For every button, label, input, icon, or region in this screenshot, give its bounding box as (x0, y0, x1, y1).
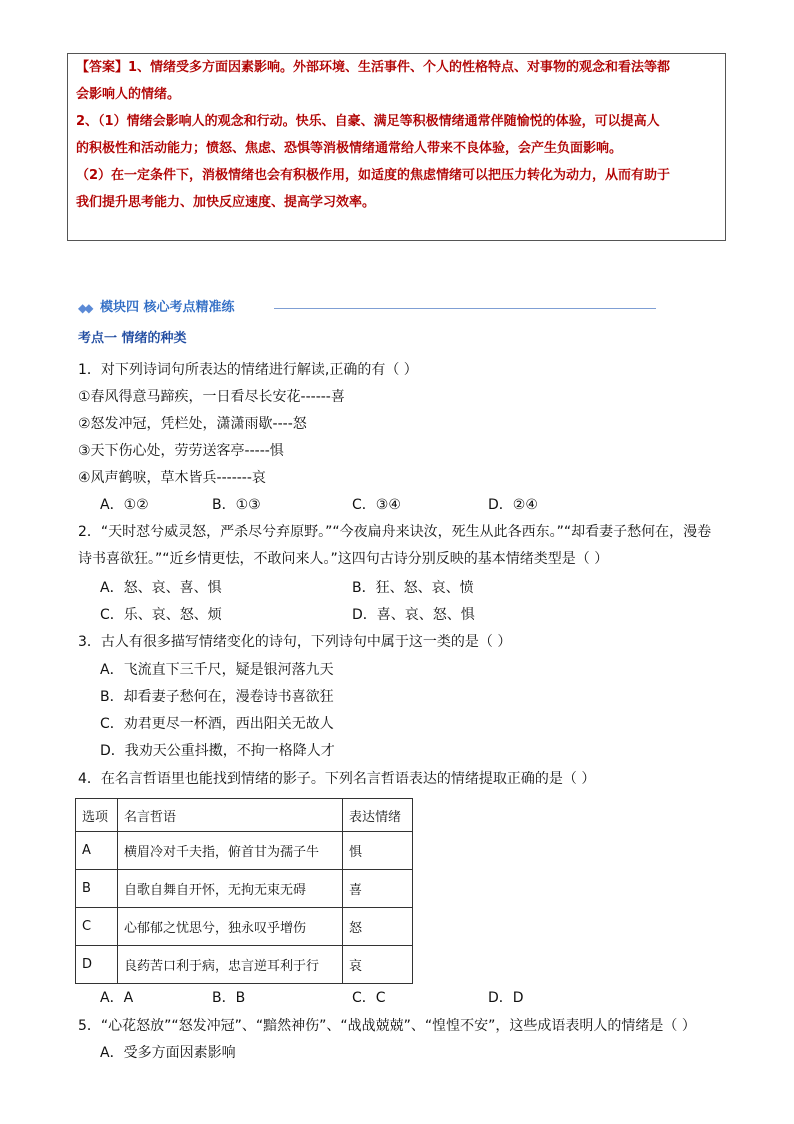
table-row (76, 946, 413, 984)
answer-line: 【答案】1、情绪受多方面因素影响。外部环境、生活事件、个人的性格特点、对事物的观念和看法等都 (76, 60, 671, 75)
table-cell: C (76, 908, 118, 946)
option-c[interactable]: C．劝君更尽一杯酒，西出阳关无故人 (100, 716, 334, 732)
section-title: 模块四 核心考点精准练 (100, 300, 235, 315)
q1-item: ④风声鹤唳，草木皆兵-------哀 (78, 470, 266, 486)
option-a[interactable]: A．飞流直下三千尺，疑是银河落九天 (100, 662, 334, 678)
option-a[interactable]: A．怒、哀、喜、惧 (100, 580, 222, 596)
table-cell: D (76, 946, 118, 984)
option-d[interactable]: D．我劝天公重抖擞，不拘一格降人才 (100, 743, 335, 759)
answer-line: 会影响人的情绪。 (76, 87, 181, 102)
option-d[interactable]: D．②④ (488, 497, 538, 513)
q2-stem-line1: 2．“天时怼兮威灵怒，严杀尽兮弃原野。”“今夜扁舟来诀汝，死生从此各西东。”“却看妻子愁何在，漫卷 (78, 524, 712, 540)
q1-stem: 1．对下列诗词句所表达的情绪进行解读,正确的有（ ） (78, 362, 418, 378)
option-a[interactable]: A．①② (100, 497, 149, 513)
option-b[interactable]: B．B (212, 990, 246, 1006)
q5-stem: 5．“心花怒放”“怒发冲冠”、“黯然神伤”、“战战兢兢”、“惶惶不安”，这些成语表明人的情绪是（ ） (78, 1018, 696, 1034)
option-a[interactable]: A．受多方面因素影响 (100, 1045, 236, 1061)
q3-stem: 3．古人有很多描写情绪变化的诗句，下列诗句中属于这一类的是（ ） (78, 634, 512, 650)
option-b[interactable]: B．却看妻子愁何在，漫卷诗书喜欲狂 (100, 689, 334, 705)
table-cell: 良药苦口利于病，忠言逆耳利于行 (118, 946, 343, 984)
answer-line: 我们提升思考能力、加快反应速度、提高学习效率。 (76, 195, 376, 210)
answer-box (67, 53, 726, 241)
kaodian-heading: 考点一 情绪的种类 (78, 331, 187, 346)
answer-line: 2、（1）情绪会影响人的观念和行动。快乐、自豪、满足等积极情绪通常伴随愉悦的体验，可以提高人 (76, 114, 660, 129)
q4-stem: 4．在名言哲语里也能找到情绪的影子。下列名言哲语表达的情绪提取正确的是（ ） (78, 771, 596, 787)
option-b[interactable]: B．狂、怒、哀、愤 (352, 580, 474, 596)
option-c[interactable]: C．③④ (352, 497, 401, 513)
table-cell: 惧 (343, 832, 413, 870)
table-cell: B (76, 870, 118, 908)
option-b[interactable]: B．①③ (212, 497, 261, 513)
answer-line: 的积极性和活动能力；愤怒、焦虑、恐惧等消极情绪通常给人带来不良体验，会产生负面影响。 (76, 141, 623, 156)
table-row (76, 908, 413, 946)
option-d[interactable]: D．喜、哀、怒、惧 (352, 607, 475, 623)
q4-table (75, 798, 413, 984)
q1-item: ②怒发冲冠，凭栏处，潇潇雨歇----怒 (78, 416, 307, 432)
option-c[interactable]: C．C (352, 990, 386, 1006)
table-cell: 横眉冷对千夫指，俯首甘为孺子牛 (118, 832, 343, 870)
table-header-row (76, 799, 413, 832)
option-d[interactable]: D．D (488, 990, 524, 1006)
table-cell: A (76, 832, 118, 870)
option-a[interactable]: A．A (100, 990, 134, 1006)
table-header-cell: 名言哲语 (118, 799, 343, 832)
table-cell: 喜 (343, 870, 413, 908)
table-header-cell: 表达情绪 (343, 799, 413, 832)
section-header (78, 300, 588, 316)
table-header-cell: 选项 (76, 799, 118, 832)
table-cell: 怒 (343, 908, 413, 946)
answer-line: （2）在一定条件下，消极情绪也会有积极作用，如适度的焦虑情绪可以把压力转化为动力，从而有助于 (76, 168, 671, 183)
table-cell: 心郁郁之忧思兮，独永叹乎增伤 (118, 908, 343, 946)
q2-stem-line2: 诗书喜欲狂。”“近乡情更怯，不敢问来人。”这四句古诗分别反映的基本情绪类型是（ ） (78, 551, 609, 567)
section-divider (274, 308, 656, 309)
double-chevron-icon: ◆◆ (78, 301, 91, 315)
q1-item: ③天下伤心处，劳劳送客亭-----惧 (78, 443, 284, 459)
table-row (76, 832, 413, 870)
table-row (76, 870, 413, 908)
q1-item: ①春风得意马蹄疾，一日看尽长安花------喜 (78, 389, 345, 405)
table-cell: 哀 (343, 946, 413, 984)
option-c[interactable]: C．乐、哀、怒、烦 (100, 607, 222, 623)
table-cell: 自歌自舞自开怀，无拘无束无碍 (118, 870, 343, 908)
